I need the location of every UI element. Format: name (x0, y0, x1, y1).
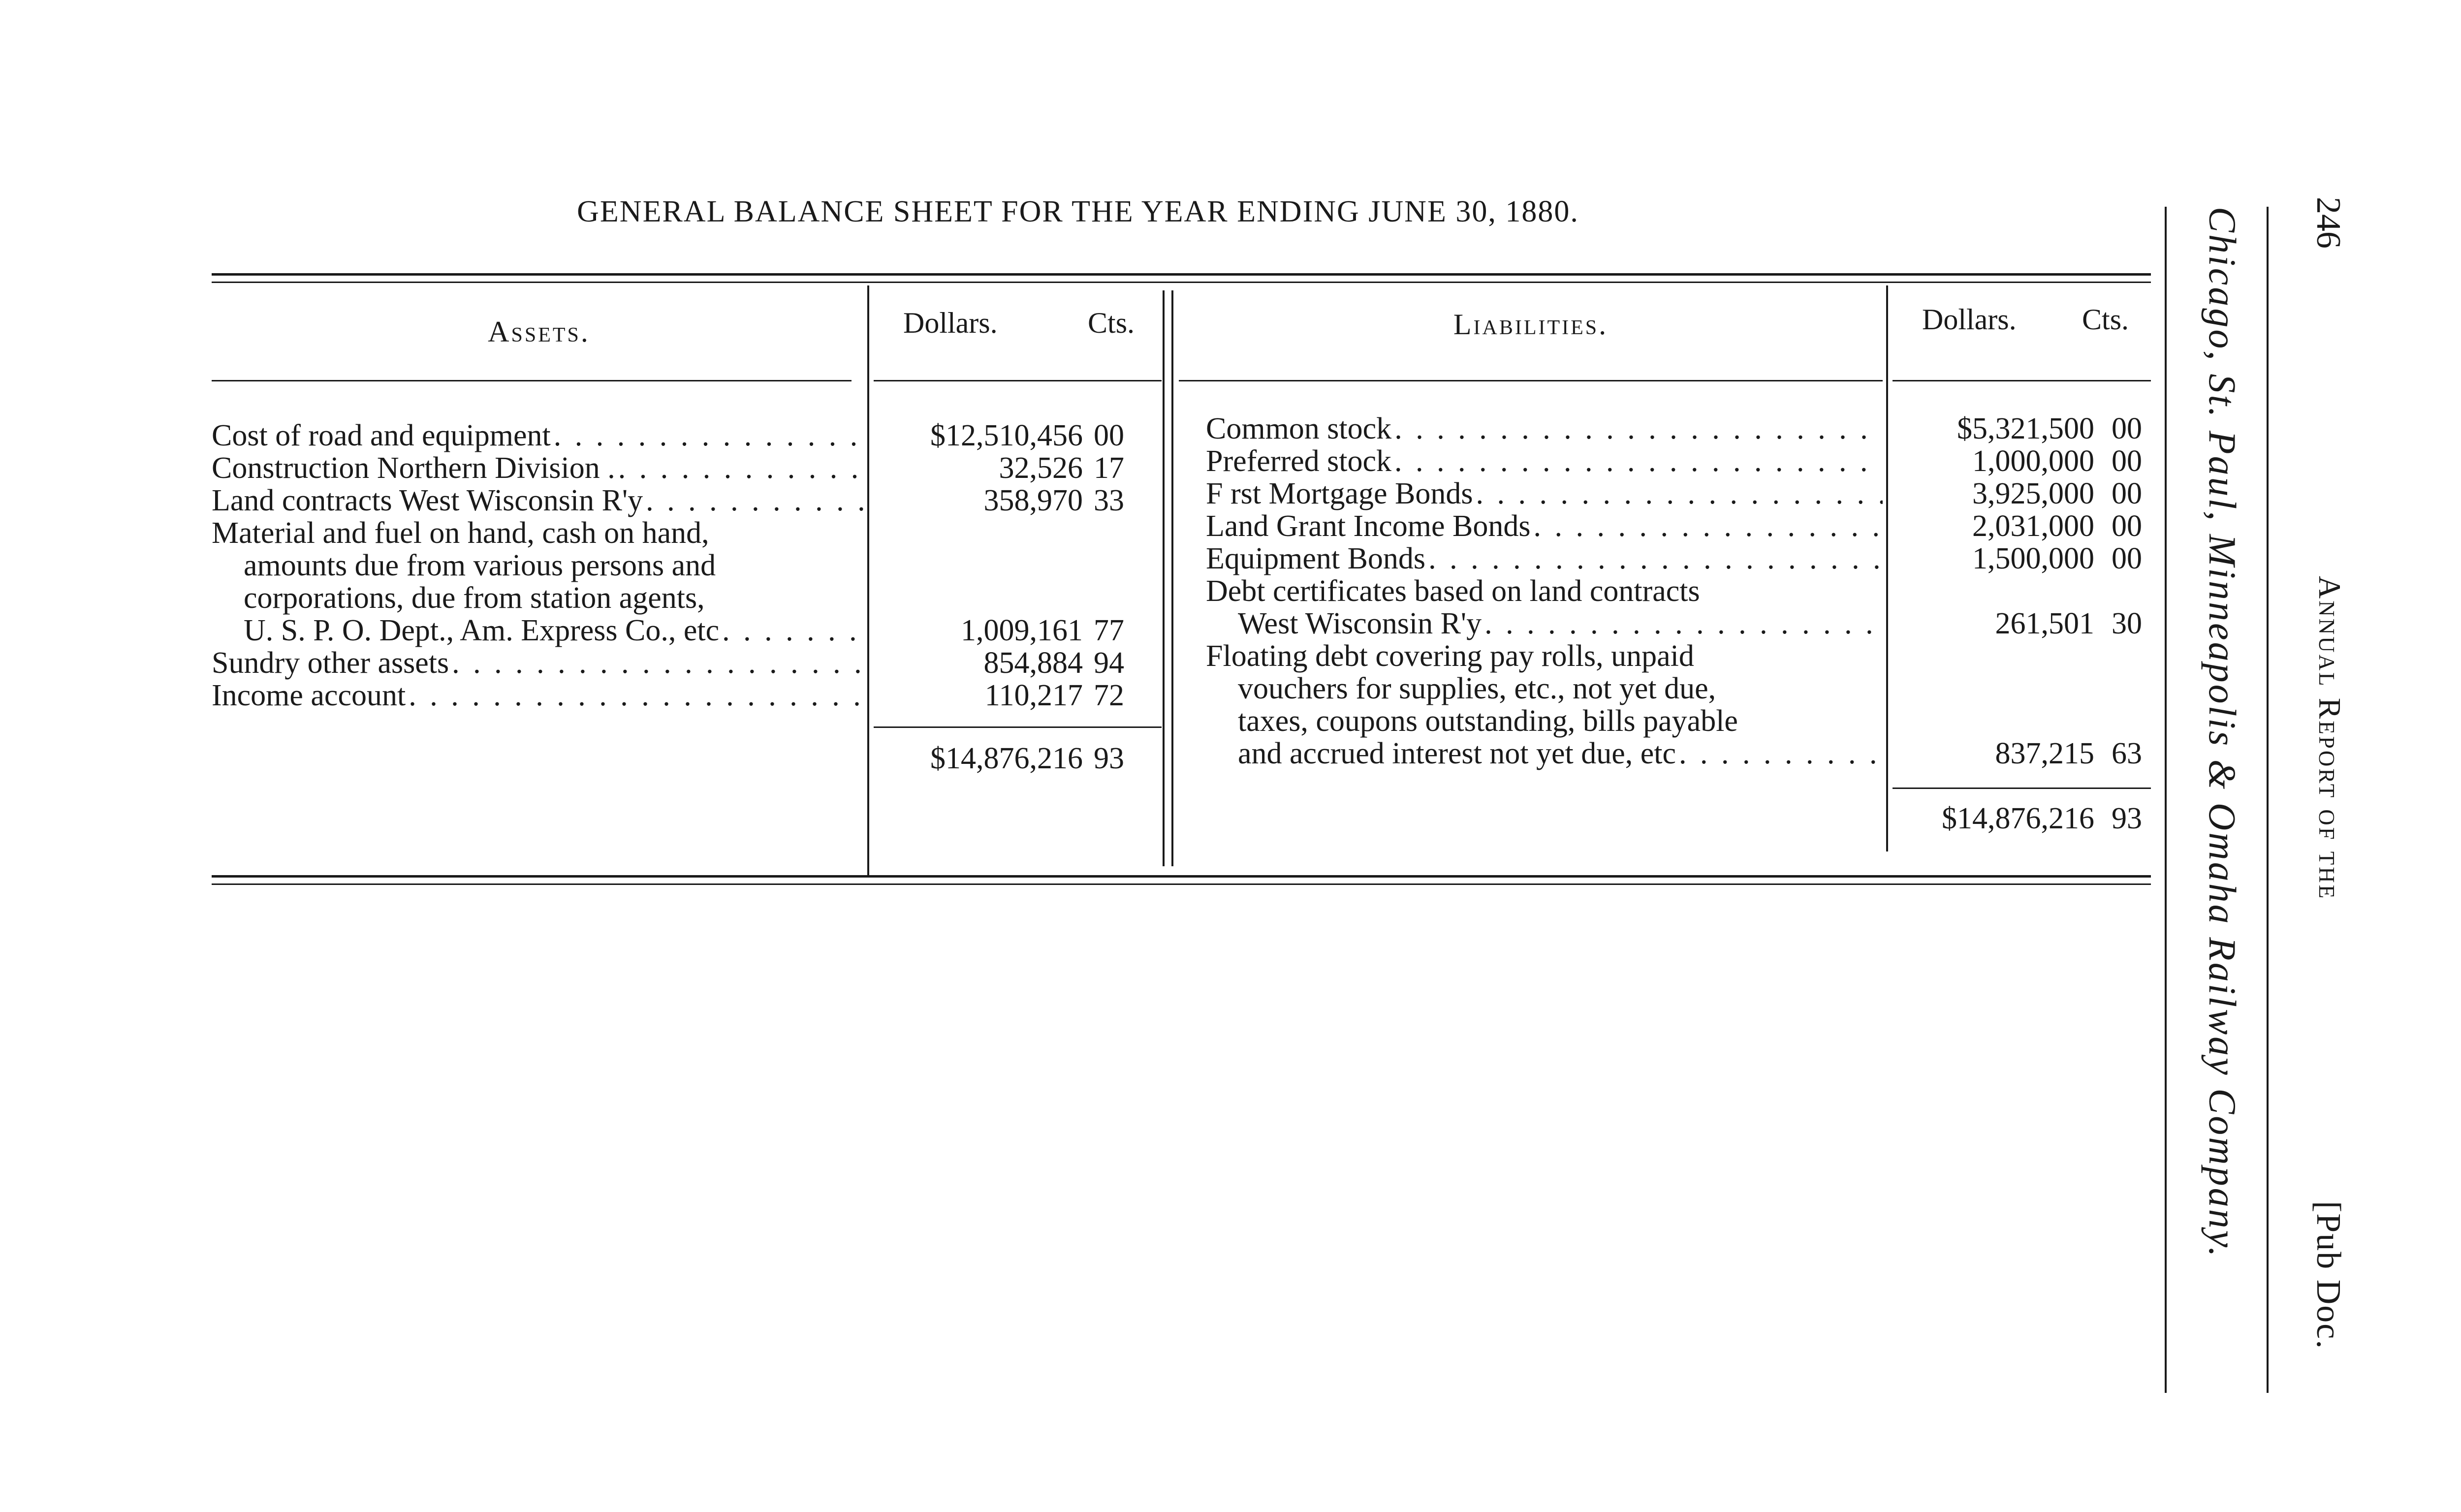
liability-label: taxes, coupons outstanding, bills payable (1238, 704, 1738, 738)
liability-cents: 00 (2112, 412, 2142, 445)
liability-label: Debt certificates based on land contracts (1206, 574, 1700, 608)
liability-dollars: 261,501 (1995, 607, 2094, 640)
asset-cents: 94 (1094, 646, 1124, 680)
doc-reference: [Pub Doc. (2309, 1201, 2347, 1350)
liability-dollars: 2,031,000 (1972, 509, 2094, 543)
column-divider-middle-a (1163, 290, 1165, 866)
assets-header: Assets. (488, 315, 590, 348)
liabilities-header-rule (1179, 380, 1883, 381)
asset-cents: 33 (1094, 484, 1124, 517)
liabilities-total-rule (1893, 788, 2151, 789)
liability-row (1238, 607, 1883, 640)
liability-label: F rst Mortgage Bonds (1206, 477, 1473, 510)
asset-row (212, 484, 864, 517)
cents-header-left: Cts. (1088, 307, 1135, 339)
liability-dollars: 1,000,000 (1972, 444, 2094, 478)
asset-label: amounts due from various persons and (244, 549, 716, 582)
column-divider-middle-b (1171, 290, 1173, 866)
table-bottom-rule (212, 875, 2151, 878)
liability-cents: 00 (2112, 509, 2142, 543)
dot-leader (646, 484, 864, 517)
liability-cents: 00 (2112, 477, 2142, 510)
asset-dollars: 1,009,161 (961, 614, 1083, 647)
asset-row (244, 614, 864, 647)
table-top-rule-inner (212, 282, 2151, 283)
liability-row (1206, 575, 1883, 607)
asset-cents: 17 (1094, 451, 1124, 485)
liabilities-total-dollars: $14,876,216 (1942, 802, 2094, 835)
asset-dollars: 358,970 (983, 484, 1083, 517)
asset-cents: 72 (1094, 679, 1124, 712)
liability-label: Common stock (1206, 412, 1392, 445)
asset-row (212, 452, 864, 484)
assets-total-cents: 93 (1094, 742, 1124, 775)
assets-header-rule (212, 380, 852, 381)
liability-label: West Wisconsin R'y (1238, 607, 1482, 640)
asset-label: Construction Northern Division . (212, 451, 615, 485)
dot-leader (1484, 607, 1883, 640)
company-name: Chicago, St. Paul, Minneapolis & Omaha Railway Company. (2201, 207, 2244, 1259)
margin-rule-inner (2165, 207, 2167, 1393)
liability-row (1206, 445, 1883, 477)
liability-dollars: $5,321,500 (1957, 412, 2094, 445)
table-bottom-rule-inner (212, 883, 2151, 885)
asset-dollars: 854,884 (983, 646, 1083, 680)
asset-dollars: 110,217 (984, 679, 1083, 712)
liabilities-total-cents: 93 (2112, 802, 2142, 835)
liability-cents: 30 (2112, 607, 2142, 640)
dot-leader (1394, 445, 1883, 477)
asset-dollars: $12,510,456 (930, 419, 1083, 452)
asset-dollars: 32,526 (999, 451, 1083, 485)
liability-row (1206, 640, 1883, 672)
dot-leader (1476, 477, 1883, 510)
asset-row (244, 549, 864, 582)
asset-row (212, 419, 864, 452)
liability-row (1206, 542, 1883, 575)
asset-row (212, 679, 864, 712)
asset-label: Sundry other assets (212, 646, 449, 680)
page-title: GENERAL BALANCE SHEET FOR THE YEAR ENDING JUNE 30, 1880. (577, 195, 1579, 228)
liability-row (1238, 672, 1883, 705)
liability-row (1238, 705, 1883, 737)
asset-row (212, 647, 864, 679)
liability-row (1206, 510, 1883, 542)
dot-leader (409, 679, 864, 712)
liability-label: vouchers for supplies, etc., not yet due, (1238, 672, 1716, 705)
assets-total-rule (874, 726, 1162, 728)
asset-label: corporations, due from station agents, (244, 581, 705, 615)
table-top-rule (212, 273, 2151, 276)
dot-leader (1428, 542, 1883, 575)
running-head: Annual Report of the (2312, 576, 2347, 901)
liability-label: Floating debt covering pay rolls, unpaid (1206, 639, 1694, 673)
dot-leader (452, 647, 864, 679)
liability-dollars: 3,925,000 (1972, 477, 2094, 510)
liability-dollars: 837,215 (1995, 737, 2094, 770)
liability-dollars: 1,500,000 (1972, 542, 2094, 575)
asset-row (212, 517, 864, 549)
dot-leader (554, 419, 864, 452)
liability-cents: 00 (2112, 444, 2142, 478)
column-divider-assets (867, 285, 869, 875)
liability-label: Land Grant Income Bonds (1206, 509, 1531, 543)
asset-label: Land contracts West Wisconsin R'y (212, 484, 643, 517)
dollars-header-rule-left (874, 380, 1162, 381)
dollars-header-rule-right (1893, 380, 2151, 381)
liability-label: Preferred stock (1206, 444, 1391, 478)
liability-label: Equipment Bonds (1206, 542, 1426, 575)
asset-row (244, 582, 864, 614)
asset-cents: 77 (1094, 614, 1124, 647)
liability-row (1206, 412, 1883, 445)
dot-leader (1533, 510, 1883, 542)
dollars-header-right: Dollars. (1922, 303, 2017, 336)
asset-label: Cost of road and equipment (212, 419, 551, 452)
liability-row (1238, 737, 1883, 770)
asset-cents: 00 (1094, 419, 1124, 452)
dot-leader (722, 614, 864, 647)
asset-label: Material and fuel on hand, cash on hand, (212, 516, 709, 550)
liability-label: and accrued interest not yet due, etc (1238, 737, 1676, 770)
asset-label: U. S. P. O. Dept., Am. Express Co., etc (244, 614, 720, 647)
cents-header-right: Cts. (2082, 303, 2129, 336)
dot-leader (1679, 737, 1883, 770)
dot-leader (618, 452, 864, 484)
liability-cents: 00 (2112, 542, 2142, 575)
margin-rule-outer (2267, 207, 2269, 1393)
dollars-header-left: Dollars. (903, 307, 998, 339)
dot-leader (1394, 412, 1883, 445)
asset-label: Income account (212, 679, 406, 712)
assets-total-dollars: $14,876,216 (930, 742, 1083, 775)
page-number: 246 (2309, 197, 2347, 249)
liability-row (1206, 477, 1883, 510)
liabilities-header: Liabilities. (1453, 308, 1609, 341)
column-divider-liabilities (1886, 285, 1888, 851)
liability-cents: 63 (2112, 737, 2142, 770)
